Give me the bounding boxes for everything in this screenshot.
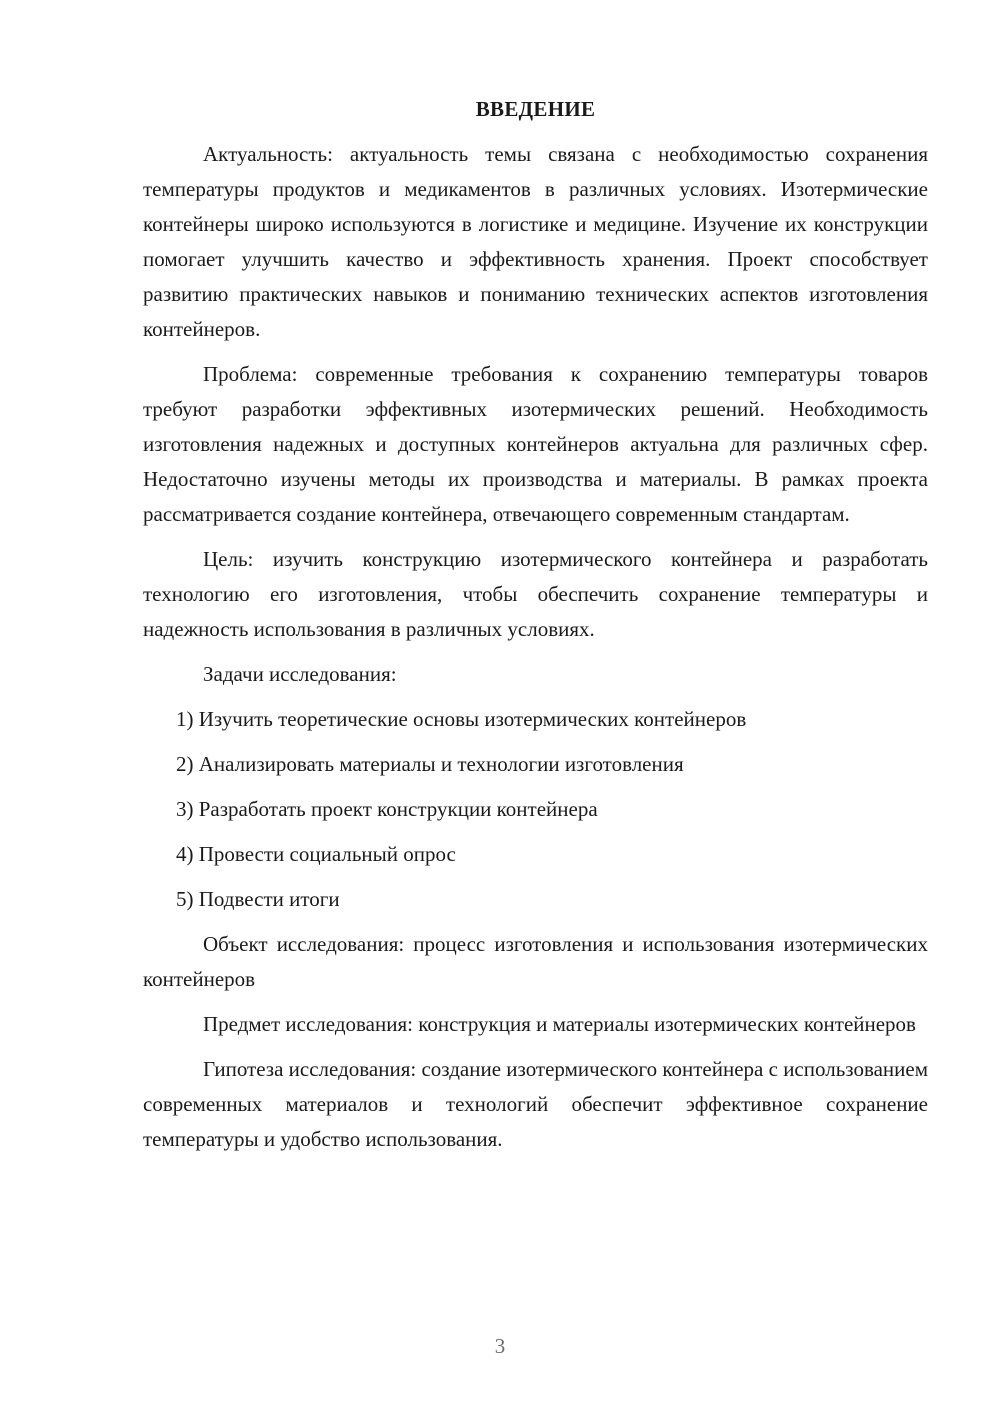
hypothesis-paragraph: Гипотеза исследования: создание изотермического контейнера с использованием современных материалов и технологий обеспечит эффективное сохранение температуры и удобство использования.	[143, 1057, 928, 1151]
page-number: 3	[494, 1334, 506, 1358]
task-item: 4) Провести социальный опрос	[176, 842, 456, 866]
document-page	[143, 92, 928, 1167]
task-item: 1) Изучить теоретические основы изотермических контейнеров	[176, 707, 747, 731]
section-heading: ВВЕДЕНИЕ	[475, 97, 596, 121]
goal-paragraph: Цель: изучить конструкцию изотермического контейнера и разработать технологию его изготовления, чтобы обеспечить сохранение температуры и надежность использования в различных условиях.	[143, 547, 928, 641]
task-item: 3) Разработать проект конструкции контейнера	[176, 797, 598, 821]
subject-paragraph: Предмет исследования: конструкция и материалы изотермических контейнеров	[203, 1012, 916, 1036]
relevance-paragraph: Актуальность: актуальность темы связана с необходимостью сохранения температуры продуктов и медикаментов в различных условиях. Изотермические контейнеры широко используются в логистике и медицине. Изучение их конструкции помогает улучшить качество и эффективность хранения. Проект способствует развитию практических навыков и пониманию технических аспектов изготовления контейнеров.	[143, 142, 928, 341]
object-paragraph: Объект исследования: процесс изготовления и использования изотермических контейнеров	[143, 932, 928, 991]
task-item: 5) Подвести итоги	[176, 887, 340, 911]
tasks-title: Задачи исследования:	[203, 662, 397, 686]
problem-paragraph: Проблема: современные требования к сохранению температуры товаров требуют разработки эффективных изотермических решений. Необходимость изготовления надежных и доступных контейнеров актуальна для различных сфер. Недостаточно изучены методы их производства и материалы. В рамках проекта рассматривается создание контейнера, отвечающего современным стандартам.	[143, 362, 928, 526]
tasks-list	[143, 702, 928, 917]
task-item: 2) Анализировать материалы и технологии изготовления	[176, 752, 684, 776]
